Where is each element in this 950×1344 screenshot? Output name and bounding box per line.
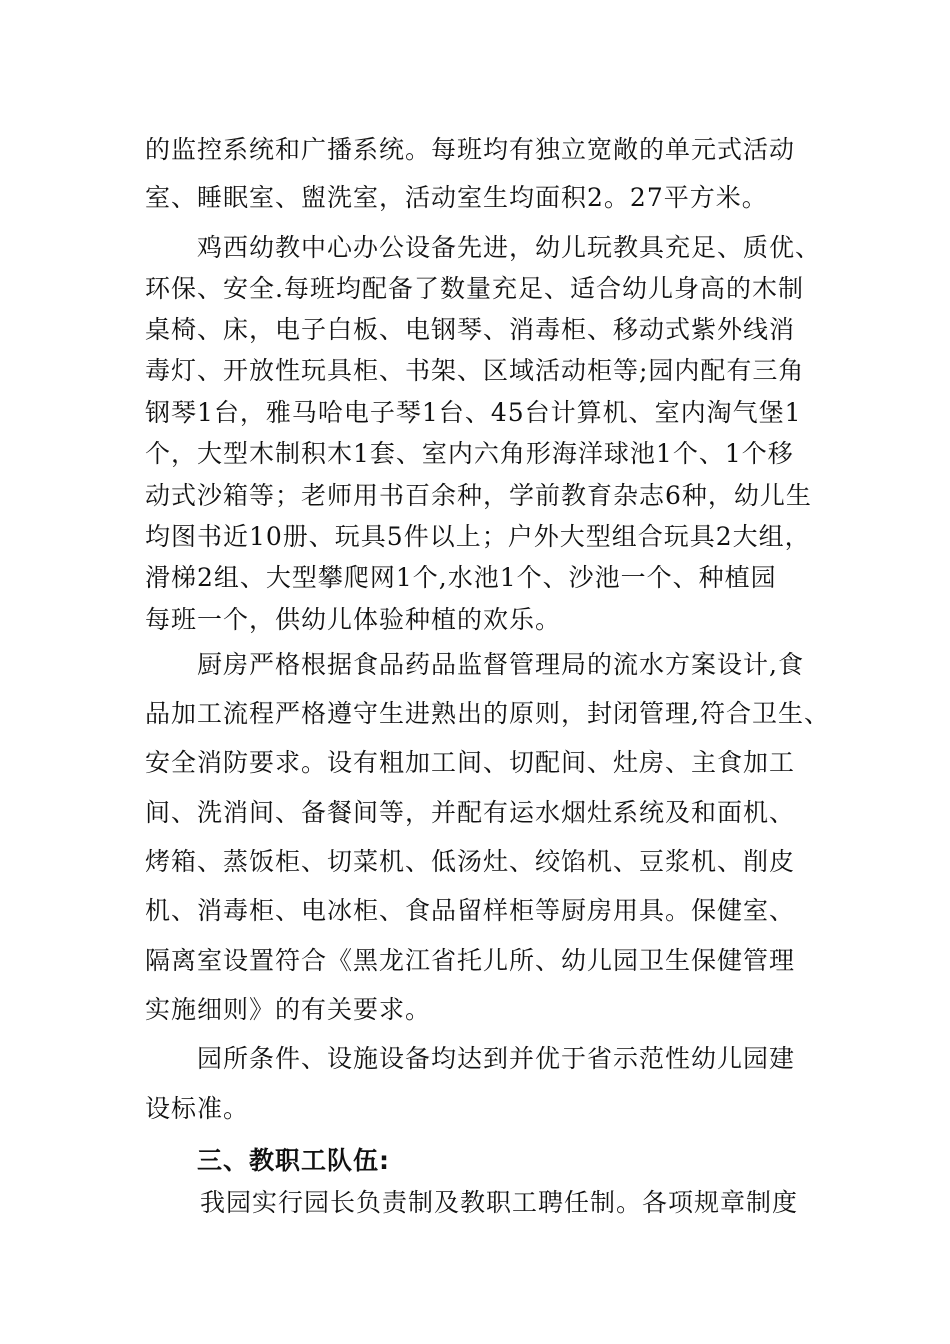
paragraph-start-line: 鸡西幼教中心办公设备先进，幼儿玩教具充足、质优、	[197, 233, 822, 262]
body-line: 间、洗消间、备餐间等，并配有运水烟灶系统及和面机、	[145, 798, 796, 827]
body-line: 的监控系统和广播系统。每班均有独立宽敞的单元式活动	[145, 135, 796, 164]
body-line: 毒灯、开放性玩具柜、书架、区域活动柜等;园内配有三角	[145, 356, 805, 385]
body-line: 环保、安全.每班均配备了数量充足、适合幼儿身高的木制	[145, 274, 804, 303]
body-line: 每班一个，供幼儿体验种植的欢乐。	[145, 605, 562, 634]
body-line: 实施细则》的有关要求。	[145, 995, 432, 1024]
body-line: 均图书近10册、玩具5件以上；户外大型组合玩具2大组，	[145, 522, 811, 551]
body-line: 室、睡眠室、盥洗室，活动室生均面积2。27平方米。	[145, 183, 768, 212]
body-line: 钢琴1台，雅马哈电子琴1台、45台计算机、室内淘气堡1	[145, 398, 802, 427]
body-line: 安全消防要求。设有粗加工间、切配间、灶房、主食加工	[145, 748, 796, 777]
body-line: 滑梯2组、大型攀爬网1个,水池1个、沙池一个、种植园	[145, 563, 777, 592]
paragraph-start-line: 园所条件、设施设备均达到并优于省示范性幼儿园建	[197, 1044, 796, 1073]
body-line: 机、消毒柜、电冰柜、食品留样柜等厨房用具。保健室、	[145, 896, 796, 925]
body-line: 动式沙箱等；老师用书百余种，学前教育杂志6种，幼儿生	[145, 481, 812, 510]
paragraph-start-line: 我园实行园长负责制及教职工聘任制。各项规章制度	[200, 1188, 799, 1217]
body-line: 个，大型木制积木1套、室内六角形海洋球池1个、1个移	[145, 439, 794, 468]
body-line: 品加工流程严格遵守生进熟出的原则，封闭管理,符合卫生、	[145, 699, 830, 728]
paragraph-start-line: 厨房严格根据食品药品监督管理局的流水方案设计,食	[197, 650, 804, 679]
body-line: 桌椅、床，电子白板、电钢琴、消毒柜、移动式紫外线消	[145, 315, 796, 344]
section-heading: 三、教职工队伍:	[197, 1146, 390, 1175]
body-line: 设标准。	[145, 1094, 250, 1123]
body-line: 烤箱、蒸饭柜、切菜机、低汤灶、绞馅机、豆浆机、削皮	[145, 847, 796, 876]
body-line: 隔离室设置符合《黑龙江省托儿所、幼儿园卫生保健管理	[145, 946, 796, 975]
